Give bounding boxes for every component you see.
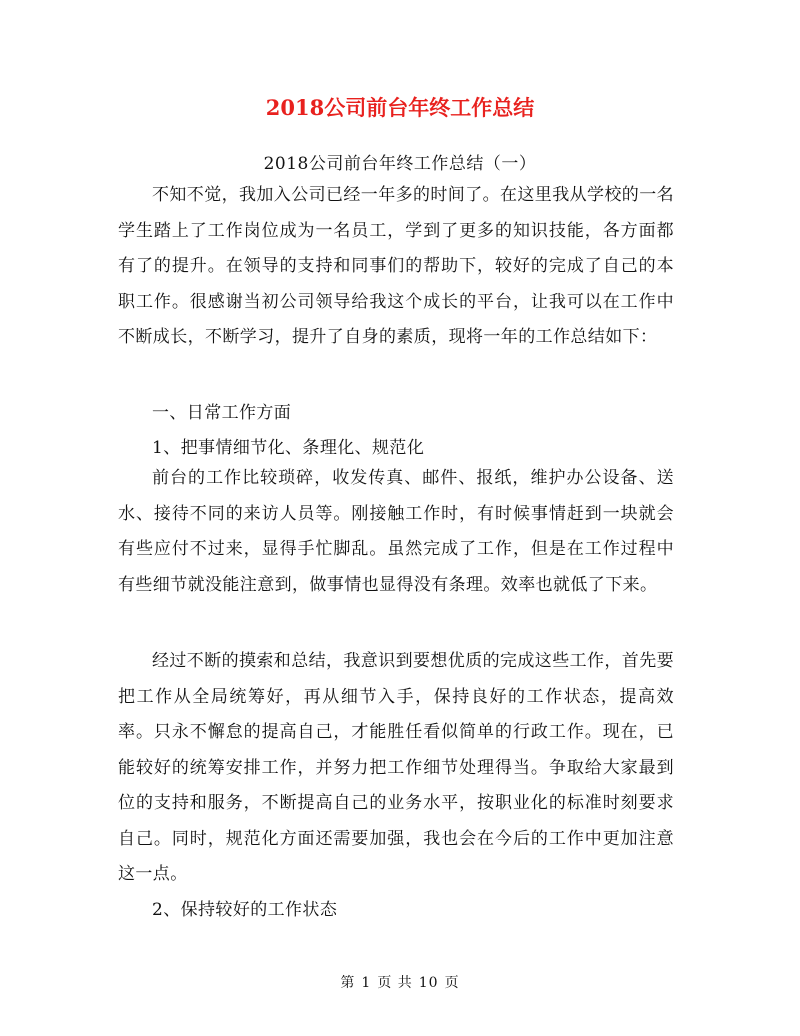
paragraph-front-desk: 前台的工作比较琐碎，收发传真、邮件、报纸，维护办公设备、送水、接待不同的来访人员等。刚接触工作时，有时候事情赶到一块就会有些应付不过来，显得手忙脚乱。虽然完成了工作，但是在工作过程中有些细节就没能注意到，做事情也显得没有条理。效率也就低了下来。 [118,468,674,595]
footer-total-pages: 10 [418,975,439,991]
footer-mid: 页 共 [377,975,413,991]
document-subtitle: 2018公司前台年终工作总结（一） [263,154,537,174]
document-title: 2018公司前台年终工作总结 [265,95,535,120]
subsection-heading-2: 2、保持较好的工作状态 [152,900,338,920]
paragraph-summary: 经过不断的摸索和总结，我意识到要想优质的完成这些工作，首先要把工作从全局统筹好，再从细节入手，保持良好的工作状态，提高效率。只永不懈怠的提高自己，才能胜任看似简单的行政工作。现在，已能较好的统筹安排工作，并努力把工作细节处理得当。争取给大家最到位的支持和服务，不断提高自己的业务水平，按职业化的标准时刻要求自己。同时，规范化方面还需要加强，我也会在今后的工作中更加注意这一点。 [118,651,674,884]
page-footer [0,972,800,992]
subsection-heading-1: 1、把事情细节化、条理化、规范化 [152,438,425,458]
paragraph-intro: 不知不觉，我加入公司已经一年多的时间了。在这里我从学校的一名学生踏上了工作岗位成为一名员工，学到了更多的知识技能，各方面都有了的提升。在领导的支持和同事们的帮助下，较好的完成了自己的本职工作。很感谢当初公司领导给我这个成长的平台，让我可以在工作中不断成长，不断学习，提升了自身的素质，现将一年的工作总结如下： [118,185,674,347]
footer-suffix: 页 [444,975,460,991]
section-heading-daily-work: 一、日常工作方面 [152,403,292,423]
footer-prefix: 第 [340,975,356,991]
footer-current-page: 1 [361,975,372,991]
